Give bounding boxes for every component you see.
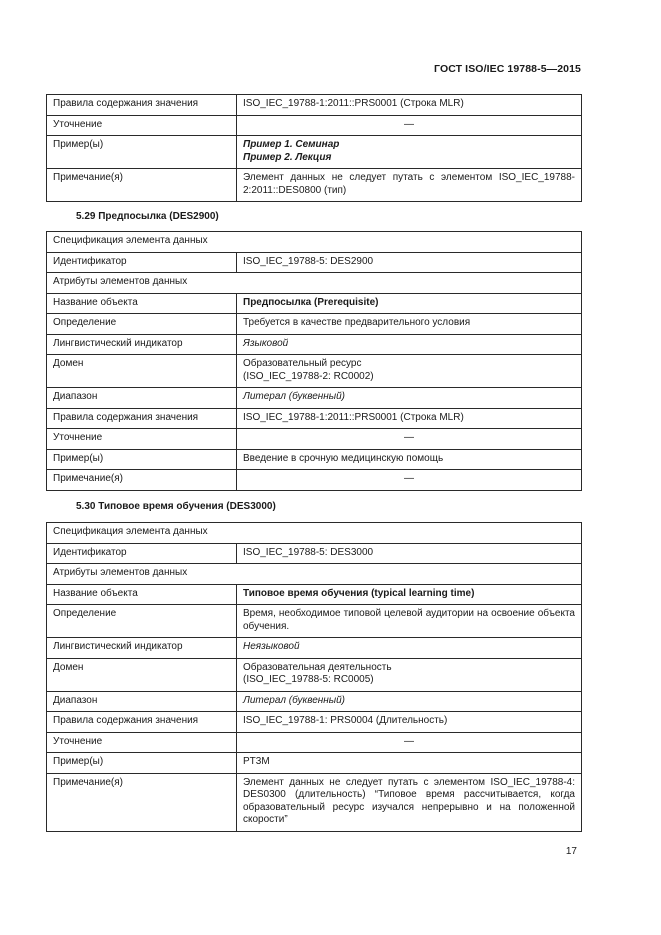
table-row: [47, 449, 582, 470]
section-title-5-29: 5.29 Предпосылка (DES2900): [76, 211, 219, 222]
row-label: Идентификатор: [47, 252, 237, 273]
row-label: Уточнение: [47, 732, 237, 753]
table-row: [47, 95, 582, 116]
table-row: [47, 658, 582, 691]
row-label: Пример(ы): [47, 136, 237, 169]
row-label: Правила содержания значения: [47, 712, 237, 733]
row-value: Время, необходимое типовой целевой аудитории на освоение объекта обучения.: [237, 605, 582, 638]
table-row: [47, 429, 582, 450]
table-row: [47, 543, 582, 564]
example-2: Пример 2. Лекция: [243, 151, 332, 163]
example-1: Пример 1. Семинар: [243, 139, 340, 150]
row-value: Требуется в качестве предварительного условия: [237, 314, 582, 335]
row-value: PT3M: [237, 753, 582, 774]
table-row: [47, 293, 582, 314]
row-value: Литерал (буквенный): [237, 388, 582, 409]
row-value: ISO_IEC_19788-1:2011::PRS0001 (Строка MLR): [237, 95, 582, 116]
row-value: Типовое время обучения (typical learning time): [237, 584, 582, 605]
table-row: [47, 773, 582, 831]
table-row: [47, 584, 582, 605]
page-number: 17: [565, 846, 577, 857]
row-value: Элемент данных не следует путать с элементом ISO_IEC_19788- 2:2011::DES0800 (тип): [237, 169, 582, 202]
row-label: Уточнение: [47, 115, 237, 136]
row-label: Домен: [47, 355, 237, 388]
row-label: Лингвистический индикатор: [47, 334, 237, 355]
row-value: —: [237, 470, 582, 491]
row-value: —: [237, 732, 582, 753]
row-value: [237, 136, 582, 169]
row-value: ISO_IEC_19788-1:2011::PRS0001 (Строка MLR): [237, 408, 582, 429]
row-label: Примечание(я): [47, 470, 237, 491]
spec-header: Спецификация элемента данных: [47, 523, 582, 544]
row-label: Определение: [47, 605, 237, 638]
row-label: Идентификатор: [47, 543, 237, 564]
table-row: [47, 408, 582, 429]
table-row: [47, 605, 582, 638]
table-row: [47, 273, 582, 294]
domain-ref: (ISO_IEC_19788-5: RC0005): [243, 674, 374, 685]
spec-header: Спецификация элемента данных: [47, 232, 582, 253]
row-value: ISO_IEC_19788-1: PRS0004 (Длительность): [237, 712, 582, 733]
table-row: [47, 252, 582, 273]
table-row: [47, 753, 582, 774]
table-row: [47, 355, 582, 388]
section-title-5-30: 5.30 Типовое время обучения (DES3000): [76, 501, 276, 512]
row-label: Диапазон: [47, 691, 237, 712]
table-row: [47, 232, 582, 253]
row-label: Определение: [47, 314, 237, 335]
row-value: —: [237, 429, 582, 450]
domain-name: Образовательная деятельность: [243, 661, 392, 673]
row-value: Введение в срочную медицинскую помощь: [237, 449, 582, 470]
row-label: Примечание(я): [47, 773, 237, 831]
table-row: [47, 334, 582, 355]
row-label: Примечание(я): [47, 169, 237, 202]
domain-ref: (ISO_IEC_19788-2: RC0002): [243, 370, 374, 382]
row-label: Правила содержания значения: [47, 95, 237, 116]
table-row: [47, 564, 582, 585]
row-label: Диапазон: [47, 388, 237, 409]
row-label: Пример(ы): [47, 449, 237, 470]
attrs-header: Атрибуты элементов данных: [47, 564, 582, 585]
row-label: Название объекта: [47, 584, 237, 605]
domain-name: Образовательный ресурс: [243, 358, 362, 369]
row-label: Название объекта: [47, 293, 237, 314]
attrs-header: Атрибуты элементов данных: [47, 273, 582, 294]
row-value: Литерал (буквенный): [237, 691, 582, 712]
table-row: [47, 314, 582, 335]
page-header-standard: ГОСТ ISO/IEC 19788-5—2015: [434, 63, 581, 75]
row-label: Домен: [47, 658, 237, 691]
row-value: ISO_IEC_19788-5: DES2900: [237, 252, 582, 273]
row-label: Уточнение: [47, 429, 237, 450]
row-value: [237, 658, 582, 691]
table-row: [47, 136, 582, 169]
row-label: Пример(ы): [47, 753, 237, 774]
table-continued: [46, 94, 582, 202]
table-des2900: [46, 231, 582, 491]
row-value: —: [237, 115, 582, 136]
table-row: [47, 169, 582, 202]
row-label: Правила содержания значения: [47, 408, 237, 429]
row-value: Предпосылка (Prerequisite): [237, 293, 582, 314]
row-value: Элемент данных не следует путать с элементом ISO_IEC_19788-4: DES0300 (длительность) “Типовое время рассчитывается, когда образовательный ресурс изучался непрерывно и на положенной скорости”: [237, 773, 582, 831]
row-value: ISO_IEC_19788-5: DES3000: [237, 543, 582, 564]
table-row: [47, 115, 582, 136]
row-label: Лингвистический индикатор: [47, 638, 237, 659]
table-row: [47, 388, 582, 409]
row-value: Языковой: [237, 334, 582, 355]
row-value: Неязыковой: [237, 638, 582, 659]
table-row: [47, 523, 582, 544]
table-row: [47, 691, 582, 712]
table-des3000: [46, 522, 582, 832]
table-row: [47, 638, 582, 659]
table-row: [47, 712, 582, 733]
table-row: [47, 470, 582, 491]
table-row: [47, 732, 582, 753]
row-value: [237, 355, 582, 388]
